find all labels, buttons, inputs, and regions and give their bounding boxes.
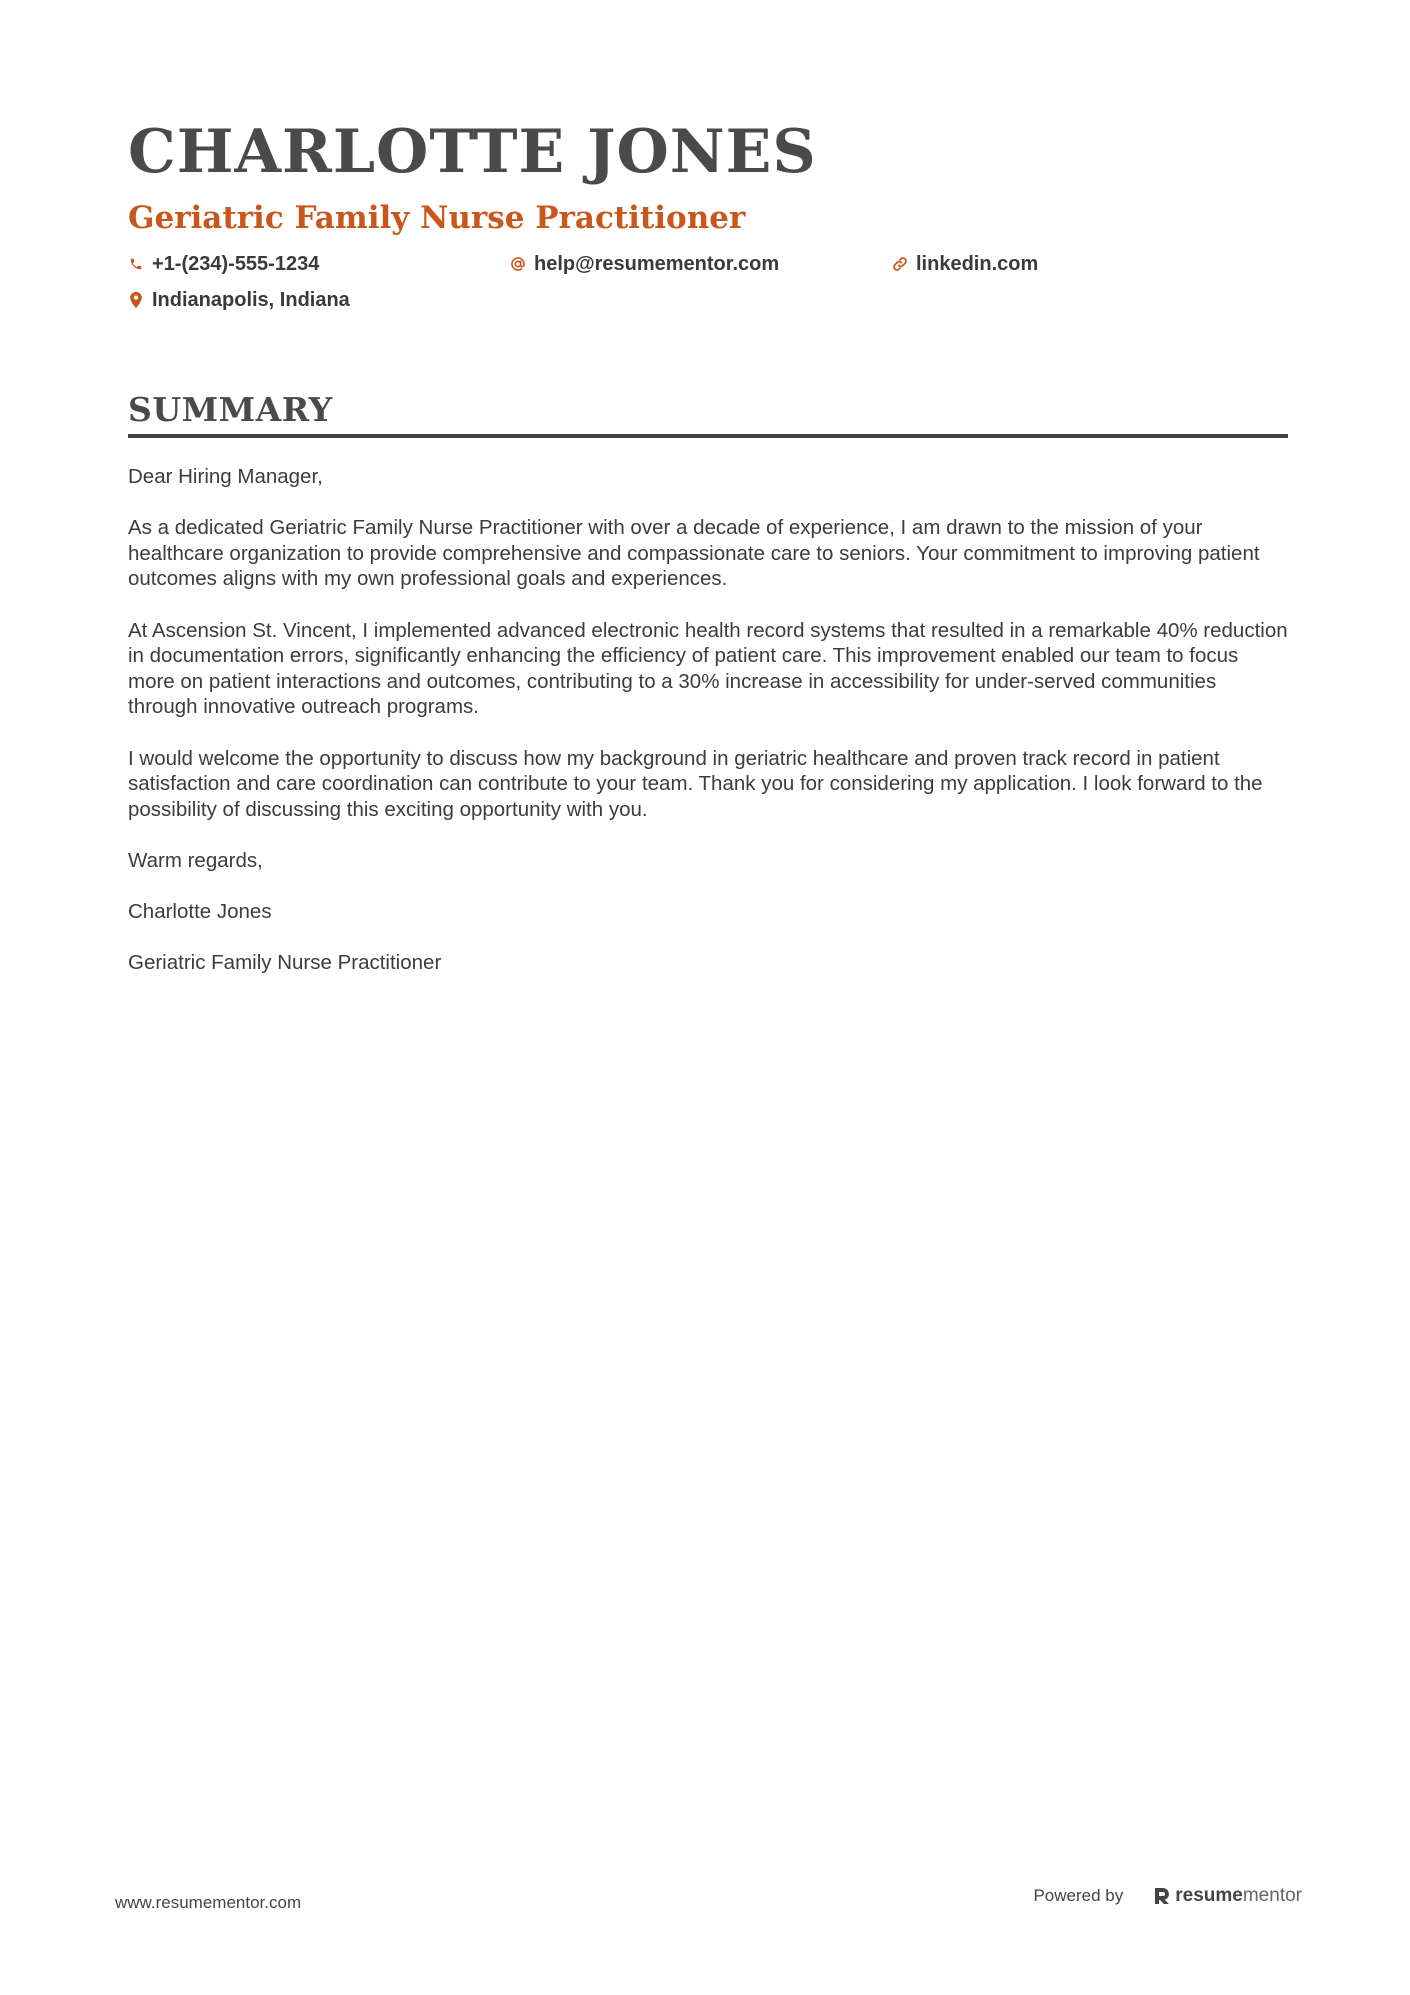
salutation: Dear Hiring Manager, (128, 465, 323, 488)
summary-section (128, 388, 1288, 1001)
letter-paragraph: As a dedicated Geriatric Family Nurse Practitioner with over a decade of experience, I am drawn to the mission of your healthcare organization to provide comprehensive and compassionate care to seniors. Your commitment to improving patient outcomes aligns with my own professional goals and experiences. (128, 516, 1260, 591)
header (128, 112, 1288, 326)
email-text: help@resumementor.com (534, 252, 780, 275)
brand-name-bold: resume (1175, 1885, 1243, 1906)
contact-phone (128, 246, 319, 282)
contact-email[interactable] (510, 246, 779, 282)
footer-branding (1033, 1885, 1302, 1907)
contact-info (128, 246, 1288, 326)
linkedin-text: linkedin.com (916, 252, 1039, 275)
letter-paragraph: At Ascension St. Vincent, I implemented advanced electronic health record systems that resulted in a remarkable 40% reduction in documentation errors, significantly enhancing the efficiency of patient care. This improvement enabled our team to focus more on patient interactions and outcomes, contributing to a 30% increase in accessibility for under-served communities through innovative outreach programs. (128, 618, 1288, 719)
location-text: Indianapolis, Indiana (152, 288, 350, 311)
letter-body (128, 464, 1288, 976)
contact-location (128, 282, 350, 318)
brand-name-light: mentor (1242, 1885, 1302, 1906)
candidate-name: CHARLOTTE JONES (128, 117, 817, 187)
job-title: Geriatric Family Nurse Practitioner (128, 200, 746, 236)
phone-text: +1-(234)-555-1234 (152, 252, 320, 275)
at-icon (510, 254, 526, 274)
phone-icon (128, 254, 144, 274)
footer-website[interactable]: www.resumementor.com (115, 1893, 302, 1912)
brand-logo[interactable] (1153, 1885, 1302, 1907)
signature-name: Charlotte Jones (128, 900, 272, 924)
section-heading: SUMMARY (128, 390, 333, 429)
signature-title: Geriatric Family Nurse Practitioner (128, 951, 442, 975)
resumementor-logo-icon (1153, 1886, 1171, 1906)
closing: Warm regards, (128, 848, 263, 872)
powered-by-label: Powered by (1033, 1886, 1124, 1905)
letter-paragraph: I would welcome the opportunity to discuss how my background in geriatric healthcare and proven track record in patient satisfaction and care coordination can contribute to your team. Thank you for considering my application. I look forward to the possibility of discussing this exciting opportunity with you. (128, 746, 1263, 821)
contact-linkedin[interactable] (892, 246, 1038, 282)
link-icon (892, 254, 908, 274)
section-divider (128, 434, 1288, 438)
map-pin-icon (128, 290, 144, 310)
